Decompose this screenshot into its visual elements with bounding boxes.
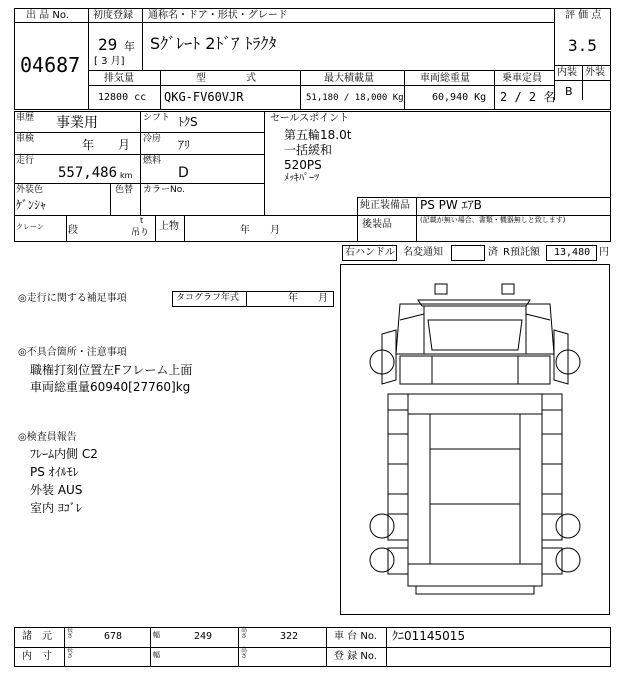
gross-weight-label: 車両総重量 xyxy=(420,73,470,84)
dims-label: 諸 元 xyxy=(22,631,52,642)
recycle-label: R預託額 xyxy=(503,247,540,258)
chassis-label: 車 台 No. xyxy=(334,631,377,642)
fuel-label: 燃料 xyxy=(143,156,162,166)
model: QKG-FV60VJR xyxy=(164,90,244,104)
lot-number: 04687 xyxy=(20,53,81,77)
defect-line-1: 職権打刻位置左Fフレーム上面 xyxy=(30,363,193,377)
right-handle: 右ハンドル xyxy=(345,247,395,258)
history: 事業用 xyxy=(56,115,98,131)
ext-color-label: 外装色 xyxy=(16,185,44,195)
tachograph-date: 年 月 xyxy=(288,293,328,304)
capacity: 2 / 2 名 xyxy=(500,90,556,104)
width-label: 幅 xyxy=(153,631,160,639)
name-change-label: 名変通知 xyxy=(403,247,443,258)
interior-length-label: 長さ xyxy=(67,647,74,660)
upper-date: 年 月 xyxy=(240,225,280,236)
interior-dims-label: 内 寸 xyxy=(22,651,52,662)
driving-remarks-title: ◎走行に関する補足事項 xyxy=(18,293,127,304)
recycle-mark: 済 xyxy=(488,247,498,258)
fuel: D xyxy=(178,165,189,181)
interior-height-label: 高さ xyxy=(241,647,248,660)
first-reg-label: 初度登録 xyxy=(93,10,133,21)
sales-line-1: 第五輪18.0t xyxy=(284,128,352,142)
aftermarket-label: 後装品 xyxy=(362,219,392,230)
displacement: 12800 cc xyxy=(98,92,147,103)
aftermarket-note: (記載が無い場合、書類・機器無しと致します) xyxy=(420,216,566,224)
history-label: 車歴 xyxy=(16,113,35,123)
length-value: 678 xyxy=(104,631,123,642)
max-load-label: 最大積載量 xyxy=(324,73,374,84)
crane-label: クレーン xyxy=(16,223,44,231)
sales-line-2: 一括緩和 xyxy=(284,143,333,157)
color-no-label: カラーNo. xyxy=(143,185,185,195)
rating-value: 3.5 xyxy=(568,36,597,55)
lot-label: 出 品 No. xyxy=(26,10,69,21)
interior-width-label: 幅 xyxy=(153,651,160,659)
name-change-box xyxy=(451,245,485,261)
inspector-line-2: PS ｵｲﾙﾓﾚ xyxy=(30,465,79,479)
crane-stage: 段 xyxy=(68,225,78,236)
inspection-label: 車検 xyxy=(16,134,35,144)
name-label: 通称名・ドア・形状・グレード xyxy=(148,10,288,21)
shift: ﾄｸS xyxy=(178,115,198,129)
upper-label: 上物 xyxy=(159,221,179,232)
recycle-amount: 13,480 xyxy=(554,247,591,258)
tachograph-label: タコグラフ年式 xyxy=(176,293,240,303)
mileage: 557,486 xyxy=(58,165,118,181)
mileage-unit: km xyxy=(120,171,133,180)
genuine-label: 純正装備品 xyxy=(360,200,410,211)
inspector-line-3: 外装 AUS xyxy=(30,483,83,497)
ext-color: ｹﾞﾝｼｬ xyxy=(16,198,47,212)
sales-line-3: 520PS xyxy=(284,158,322,172)
ac: ｱﾘ xyxy=(178,138,191,152)
sales-line-4: ﾒｯｷﾊﾟｰﾂ xyxy=(284,173,319,184)
mileage-label: 走行 xyxy=(16,156,35,166)
inspector-title: ◎検査員報告 xyxy=(18,432,77,443)
crane-ton: t xyxy=(140,216,144,225)
ac-label: 冷房 xyxy=(143,134,162,144)
interior-grade-label: 内装 xyxy=(557,67,577,78)
capacity-label: 乗車定員 xyxy=(502,73,542,84)
vehicle-diagram xyxy=(340,264,610,615)
reg-year-unit: 年 xyxy=(124,40,135,53)
defect-line-2: 車両総重量60940[27760]kg xyxy=(30,380,191,394)
chassis-number: ｸﾆ01145015 xyxy=(392,629,466,643)
inspector-line-1: ﾌﾚｰﾑ内側 C2 xyxy=(30,447,98,461)
recycle-unit: 円 xyxy=(599,247,609,258)
reg-month: [ 3 月] xyxy=(94,56,125,67)
sales-label: セールスポイント xyxy=(270,113,350,124)
interior-grade: B xyxy=(565,85,573,98)
height-label: 高さ xyxy=(241,627,248,640)
height-value: 322 xyxy=(280,631,299,642)
length-label: 長さ xyxy=(67,627,74,640)
defect-title: ◎不具合箇所・注意事項 xyxy=(18,347,127,358)
inspector-line-4: 室内 ﾖｺﾞﾚ xyxy=(30,501,82,515)
shift-label: シフト xyxy=(143,113,171,123)
genuine-equipment: PS PW ｴｱB xyxy=(420,198,482,212)
displacement-label: 排気量 xyxy=(104,73,134,84)
reg-no-label: 登 録 No. xyxy=(334,651,377,662)
exterior-grade-label: 外装 xyxy=(585,67,605,78)
gross-weight: 60,940 Kg xyxy=(432,92,487,103)
width-value: 249 xyxy=(194,631,213,642)
color-change-label: 色替 xyxy=(115,185,134,195)
reg-year: 29 xyxy=(98,35,118,54)
rating-label: 評 価 点 xyxy=(565,10,602,21)
model-label: 型 式 xyxy=(196,73,256,84)
crane-hang: 吊り xyxy=(131,228,150,238)
inspection: 年 月 xyxy=(82,138,131,152)
vehicle-name: Sｸﾞﾚｰﾄ 2ﾄﾞｱ ﾄﾗｸﾀ xyxy=(150,34,277,53)
max-load: 51,180 / 18,000 Kg xyxy=(306,93,404,103)
